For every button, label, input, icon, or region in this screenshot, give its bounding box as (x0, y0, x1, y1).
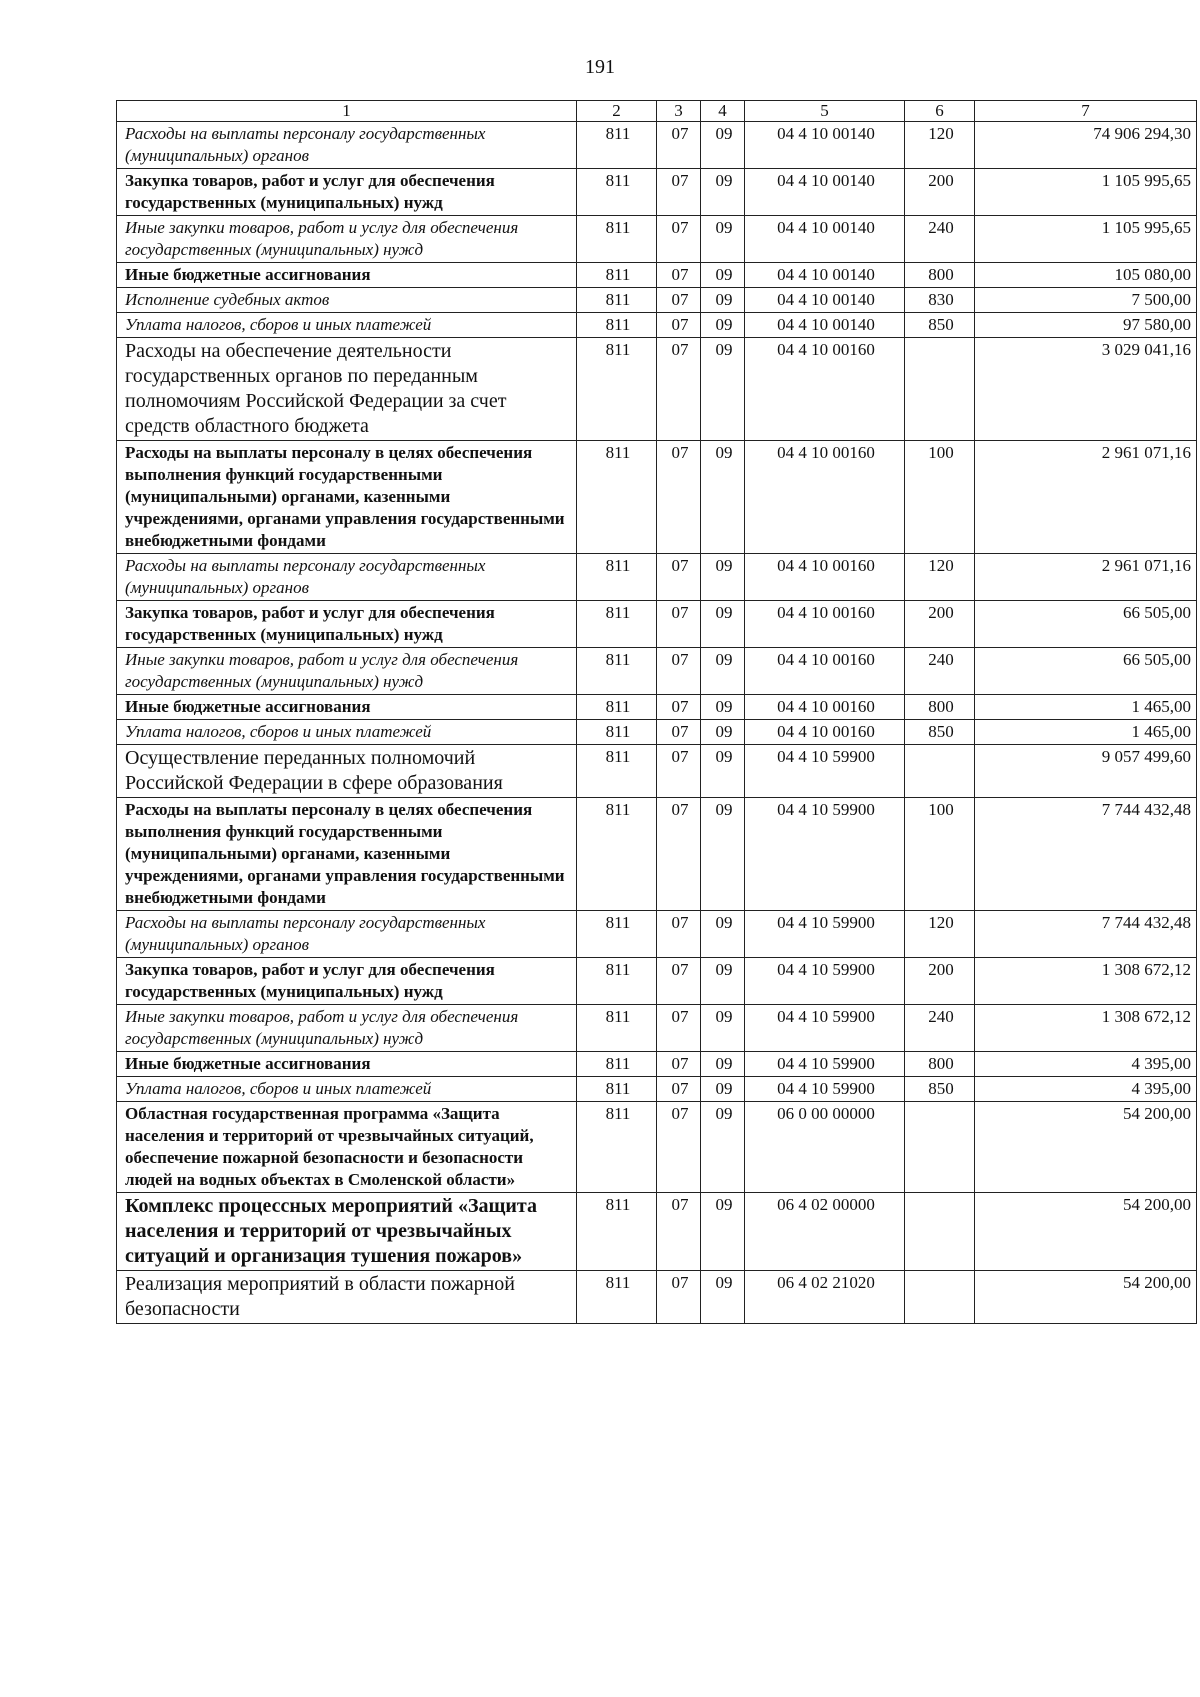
ministry-code-cell: 811 (577, 1005, 657, 1052)
amount-cell: 1 465,00 (975, 720, 1197, 745)
ministry-code-cell: 811 (577, 601, 657, 648)
section-code-cell: 07 (657, 554, 701, 601)
amount-cell: 3 029 041,16 (975, 338, 1197, 441)
row-name-cell: Уплата налогов, сборов и иных платежей (117, 1077, 577, 1102)
header-row (117, 101, 1197, 122)
amount-cell: 2 961 071,16 (975, 441, 1197, 554)
amount-cell: 1 105 995,65 (975, 216, 1197, 263)
expense-type-cell: 800 (905, 263, 975, 288)
expense-type-cell: 120 (905, 554, 975, 601)
column-header: 4 (701, 101, 745, 122)
amount-cell: 74 906 294,30 (975, 122, 1197, 169)
amount-cell: 7 744 432,48 (975, 798, 1197, 911)
amount-cell: 54 200,00 (975, 1271, 1197, 1324)
row-name-cell: Областная государственная программа «Защита населения и территорий от чрезвычайных ситуаций, обеспечение пожарной безопасности и безопасности людей на водных объектах в Смоленской области» (117, 1102, 577, 1193)
column-header: 7 (975, 101, 1197, 122)
expense-type-cell (905, 745, 975, 798)
subsection-code-cell: 09 (701, 288, 745, 313)
ministry-code-cell: 811 (577, 1271, 657, 1324)
expense-type-cell: 850 (905, 1077, 975, 1102)
target-article-cell: 04 4 10 00160 (745, 554, 905, 601)
subsection-code-cell: 09 (701, 798, 745, 911)
target-article-cell: 04 4 10 00140 (745, 216, 905, 263)
table-row (117, 1102, 1197, 1193)
target-article-cell: 04 4 10 00160 (745, 441, 905, 554)
subsection-code-cell: 09 (701, 1005, 745, 1052)
target-article-cell: 04 4 10 00160 (745, 601, 905, 648)
ministry-code-cell: 811 (577, 695, 657, 720)
table-body (117, 122, 1197, 1324)
subsection-code-cell: 09 (701, 122, 745, 169)
section-code-cell: 07 (657, 441, 701, 554)
target-article-cell: 04 4 10 59900 (745, 798, 905, 911)
subsection-code-cell: 09 (701, 601, 745, 648)
target-article-cell: 06 4 02 00000 (745, 1193, 905, 1271)
row-name-cell: Иные закупки товаров, работ и услуг для обеспечения государственных (муниципальных) нужд (117, 1005, 577, 1052)
section-code-cell: 07 (657, 1193, 701, 1271)
ministry-code-cell: 811 (577, 1102, 657, 1193)
target-article-cell: 04 4 10 00140 (745, 288, 905, 313)
target-article-cell: 06 0 00 00000 (745, 1102, 905, 1193)
expense-type-cell: 240 (905, 648, 975, 695)
table-row (117, 263, 1197, 288)
table-row (117, 911, 1197, 958)
section-code-cell: 07 (657, 169, 701, 216)
target-article-cell: 04 4 10 00160 (745, 695, 905, 720)
subsection-code-cell: 09 (701, 1193, 745, 1271)
ministry-code-cell: 811 (577, 313, 657, 338)
expense-type-cell: 240 (905, 216, 975, 263)
subsection-code-cell: 09 (701, 263, 745, 288)
ministry-code-cell: 811 (577, 911, 657, 958)
table-row (117, 338, 1197, 441)
amount-cell: 4 395,00 (975, 1077, 1197, 1102)
section-code-cell: 07 (657, 288, 701, 313)
section-code-cell: 07 (657, 1271, 701, 1324)
target-article-cell: 06 4 02 21020 (745, 1271, 905, 1324)
target-article-cell: 04 4 10 59900 (745, 958, 905, 1005)
table-row (117, 1077, 1197, 1102)
expense-type-cell: 200 (905, 601, 975, 648)
section-code-cell: 07 (657, 1005, 701, 1052)
subsection-code-cell: 09 (701, 169, 745, 216)
subsection-code-cell: 09 (701, 958, 745, 1005)
row-name-cell: Расходы на выплаты персоналу государственных (муниципальных) органов (117, 554, 577, 601)
section-code-cell: 07 (657, 1102, 701, 1193)
target-article-cell: 04 4 10 59900 (745, 911, 905, 958)
amount-cell: 9 057 499,60 (975, 745, 1197, 798)
table-row (117, 216, 1197, 263)
ministry-code-cell: 811 (577, 554, 657, 601)
target-article-cell: 04 4 10 00140 (745, 313, 905, 338)
expense-type-cell: 800 (905, 695, 975, 720)
target-article-cell: 04 4 10 00140 (745, 169, 905, 216)
row-name-cell: Закупка товаров, работ и услуг для обеспечения государственных (муниципальных) нужд (117, 169, 577, 216)
ministry-code-cell: 811 (577, 1052, 657, 1077)
section-code-cell: 07 (657, 313, 701, 338)
amount-cell: 1 465,00 (975, 695, 1197, 720)
table-row (117, 720, 1197, 745)
subsection-code-cell: 09 (701, 911, 745, 958)
ministry-code-cell: 811 (577, 441, 657, 554)
row-name-cell: Комплекс процессных мероприятий «Защита населения и территорий от чрезвычайных ситуаций и организация тушения пожаров» (117, 1193, 577, 1271)
ministry-code-cell: 811 (577, 169, 657, 216)
expense-type-cell: 800 (905, 1052, 975, 1077)
table-row (117, 648, 1197, 695)
amount-cell: 54 200,00 (975, 1102, 1197, 1193)
amount-cell: 1 308 672,12 (975, 1005, 1197, 1052)
subsection-code-cell: 09 (701, 720, 745, 745)
expense-type-cell: 850 (905, 720, 975, 745)
subsection-code-cell: 09 (701, 1052, 745, 1077)
column-header: 5 (745, 101, 905, 122)
section-code-cell: 07 (657, 958, 701, 1005)
table-row (117, 798, 1197, 911)
expense-type-cell: 100 (905, 441, 975, 554)
section-code-cell: 07 (657, 911, 701, 958)
ministry-code-cell: 811 (577, 338, 657, 441)
table-row (117, 441, 1197, 554)
expense-type-cell: 120 (905, 122, 975, 169)
subsection-code-cell: 09 (701, 441, 745, 554)
expense-type-cell: 120 (905, 911, 975, 958)
table-row (117, 169, 1197, 216)
amount-cell: 7 500,00 (975, 288, 1197, 313)
row-name-cell: Расходы на выплаты персоналу государственных (муниципальных) органов (117, 911, 577, 958)
target-article-cell: 04 4 10 00140 (745, 122, 905, 169)
row-name-cell: Уплата налогов, сборов и иных платежей (117, 313, 577, 338)
amount-cell: 54 200,00 (975, 1193, 1197, 1271)
table-row (117, 288, 1197, 313)
ministry-code-cell: 811 (577, 798, 657, 911)
subsection-code-cell: 09 (701, 648, 745, 695)
section-code-cell: 07 (657, 648, 701, 695)
expense-type-cell: 850 (905, 313, 975, 338)
row-name-cell: Уплата налогов, сборов и иных платежей (117, 720, 577, 745)
ministry-code-cell: 811 (577, 720, 657, 745)
row-name-cell: Расходы на выплаты персоналу в целях обеспечения выполнения функций государственными (муниципальными) органами, казенными учреждениями, органами управления государственными внебюджетными фондами (117, 798, 577, 911)
target-article-cell: 04 4 10 00160 (745, 648, 905, 695)
subsection-code-cell: 09 (701, 338, 745, 441)
expense-type-cell (905, 1193, 975, 1271)
row-name-cell: Закупка товаров, работ и услуг для обеспечения государственных (муниципальных) нужд (117, 601, 577, 648)
target-article-cell: 04 4 10 59900 (745, 1052, 905, 1077)
section-code-cell: 07 (657, 216, 701, 263)
expense-type-cell: 200 (905, 169, 975, 216)
page-number: 191 (585, 56, 615, 78)
row-name-cell: Иные бюджетные ассигнования (117, 263, 577, 288)
row-name-cell: Иные закупки товаров, работ и услуг для обеспечения государственных (муниципальных) нужд (117, 216, 577, 263)
subsection-code-cell: 09 (701, 745, 745, 798)
expense-type-cell (905, 1102, 975, 1193)
row-name-cell: Расходы на выплаты персоналу государственных (муниципальных) органов (117, 122, 577, 169)
target-article-cell: 04 4 10 00160 (745, 720, 905, 745)
expense-type-cell: 240 (905, 1005, 975, 1052)
row-name-cell: Расходы на выплаты персоналу в целях обеспечения выполнения функций государственными (муниципальными) органами, казенными учреждениями, органами управления государственными внебюджетными фондами (117, 441, 577, 554)
ministry-code-cell: 811 (577, 216, 657, 263)
row-name-cell: Иные бюджетные ассигнования (117, 1052, 577, 1077)
target-article-cell: 04 4 10 00160 (745, 338, 905, 441)
section-code-cell: 07 (657, 720, 701, 745)
row-name-cell: Исполнение судебных актов (117, 288, 577, 313)
amount-cell: 66 505,00 (975, 648, 1197, 695)
amount-cell: 66 505,00 (975, 601, 1197, 648)
budget-table (116, 100, 1197, 1324)
ministry-code-cell: 811 (577, 1193, 657, 1271)
row-name-cell: Осуществление переданных полномочий Российской Федерации в сфере образования (117, 745, 577, 798)
subsection-code-cell: 09 (701, 313, 745, 338)
section-code-cell: 07 (657, 263, 701, 288)
amount-cell: 1 308 672,12 (975, 958, 1197, 1005)
section-code-cell: 07 (657, 695, 701, 720)
column-header: 1 (117, 101, 577, 122)
row-name-cell: Иные закупки товаров, работ и услуг для обеспечения государственных (муниципальных) нужд (117, 648, 577, 695)
target-article-cell: 04 4 10 59900 (745, 745, 905, 798)
ministry-code-cell: 811 (577, 648, 657, 695)
expense-type-cell: 830 (905, 288, 975, 313)
section-code-cell: 07 (657, 1052, 701, 1077)
ministry-code-cell: 811 (577, 958, 657, 1005)
table-row (117, 554, 1197, 601)
section-code-cell: 07 (657, 601, 701, 648)
ministry-code-cell: 811 (577, 288, 657, 313)
subsection-code-cell: 09 (701, 554, 745, 601)
expense-type-cell (905, 1271, 975, 1324)
row-name-cell: Расходы на обеспечение деятельности государственных органов по переданным полномочиям Российской Федерации за счет средств областного бюджета (117, 338, 577, 441)
section-code-cell: 07 (657, 338, 701, 441)
target-article-cell: 04 4 10 59900 (745, 1005, 905, 1052)
column-header: 6 (905, 101, 975, 122)
expense-type-cell: 100 (905, 798, 975, 911)
row-name-cell: Иные бюджетные ассигнования (117, 695, 577, 720)
amount-cell: 7 744 432,48 (975, 911, 1197, 958)
subsection-code-cell: 09 (701, 1271, 745, 1324)
section-code-cell: 07 (657, 122, 701, 169)
subsection-code-cell: 09 (701, 216, 745, 263)
amount-cell: 2 961 071,16 (975, 554, 1197, 601)
row-name-cell: Реализация мероприятий в области пожарной безопасности (117, 1271, 577, 1324)
amount-cell: 1 105 995,65 (975, 169, 1197, 216)
section-code-cell: 07 (657, 798, 701, 911)
table-row (117, 958, 1197, 1005)
expense-type-cell: 200 (905, 958, 975, 1005)
amount-cell: 105 080,00 (975, 263, 1197, 288)
table-row (117, 1193, 1197, 1271)
amount-cell: 4 395,00 (975, 1052, 1197, 1077)
table-row (117, 1052, 1197, 1077)
subsection-code-cell: 09 (701, 695, 745, 720)
table-row (117, 122, 1197, 169)
target-article-cell: 04 4 10 59900 (745, 1077, 905, 1102)
row-name-cell: Закупка товаров, работ и услуг для обеспечения государственных (муниципальных) нужд (117, 958, 577, 1005)
ministry-code-cell: 811 (577, 122, 657, 169)
table-row (117, 1271, 1197, 1324)
table-row (117, 1005, 1197, 1052)
amount-cell: 97 580,00 (975, 313, 1197, 338)
column-header: 2 (577, 101, 657, 122)
table-row (117, 313, 1197, 338)
table-row (117, 601, 1197, 648)
subsection-code-cell: 09 (701, 1077, 745, 1102)
ministry-code-cell: 811 (577, 1077, 657, 1102)
ministry-code-cell: 811 (577, 263, 657, 288)
column-header: 3 (657, 101, 701, 122)
target-article-cell: 04 4 10 00140 (745, 263, 905, 288)
table-row (117, 745, 1197, 798)
section-code-cell: 07 (657, 1077, 701, 1102)
table-row (117, 695, 1197, 720)
subsection-code-cell: 09 (701, 1102, 745, 1193)
ministry-code-cell: 811 (577, 745, 657, 798)
expense-type-cell (905, 338, 975, 441)
section-code-cell: 07 (657, 745, 701, 798)
